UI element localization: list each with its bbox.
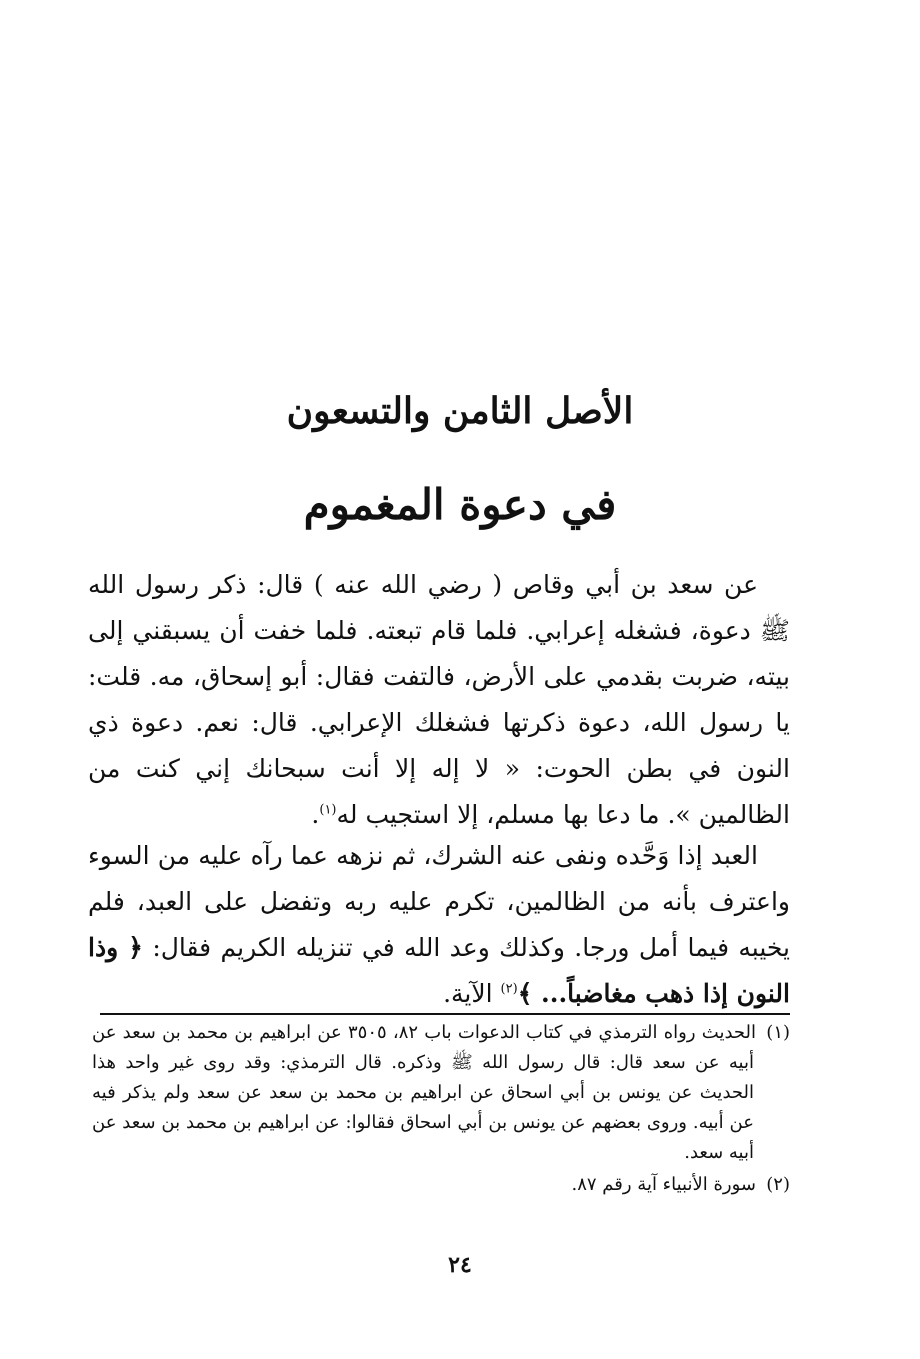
hadith-text: عن سعد بن أبي وقاص ( رضي الله عنه ) قال: ذكر رسول الله ﷺ دعوة، فشغله إعرابي. فلما قام تبعته. فلما خفت أن يسبقني إلى بيته، ضربت بقدمي على الأرض، فالتفت فقال: أبو إسحاق، مه. قلت: يا رسول الله، دعوة ذكرتها فشغلك الإعرابي. قال: نعم. دعوة ذي النون في بطن الحوت: « لا إله إلا أنت سبحانك إني كنت من الظالمين ». ما دعا بها مسلم، إلا استجيب له <box>88 570 790 829</box>
footnote-text: سورة الأنبياء آية رقم ٨٧. <box>571 1174 756 1195</box>
footnote-mark: (١) <box>766 1022 791 1043</box>
footnote-1 <box>92 1018 790 1168</box>
page-number: ٢٤ <box>448 1252 472 1278</box>
chapter-title: الأصل الثامن والتسعون <box>286 390 634 432</box>
commentary-text: العبد إذا وَحَّده ونفى عنه الشرك، ثم نزهه عما رآه عليه من السوء واعترف بأنه من الظالمين، تكرم عليه ربه وتفضل على العبد، فلم يخيبه فيما أمل ورجا. وكذلك وعد الله في تنزيله الكريم فقال: <box>88 841 790 962</box>
footnote-reference-1: (١) <box>319 802 337 818</box>
footnote-2 <box>92 1170 790 1200</box>
chapter-subtitle: في دعوة المغموم <box>303 480 617 529</box>
quran-quote: ﴿ وذا النون إذا ذهب مغاضباً... ﴾ <box>88 933 790 1008</box>
footnote-text: الحديث رواه الترمذي في كتاب الدعوات باب ٨٢، ٣٥٠٥ عن ابراهيم بن محمد بن سعد عن أبيه عن سعد قال: قال رسول الله ﷺ وذكره. قال الترمذي: وقد روى غير واحد هذا الحديث عن يونس بن أبي اسحاق عن ابراهيم بن محمد بن سعد عن سعد ولم يذكر فيه عن أبيه. وروى بعضهم عن يونس بن أبي اسحاق فقالوا: عن ابراهيم بن محمد بن سعد عن أبيه سعد. <box>92 1022 757 1163</box>
hadith-paragraph <box>88 562 790 838</box>
hadith-end-punctuation: . <box>311 800 320 829</box>
commentary-end: الآية. <box>443 979 493 1008</box>
footnote-reference-2: (٢) <box>500 981 518 997</box>
footnote-mark: (٢) <box>766 1174 790 1195</box>
commentary-paragraph <box>88 833 790 1017</box>
footnote-divider <box>100 1013 790 1015</box>
footnotes <box>92 1018 790 1202</box>
